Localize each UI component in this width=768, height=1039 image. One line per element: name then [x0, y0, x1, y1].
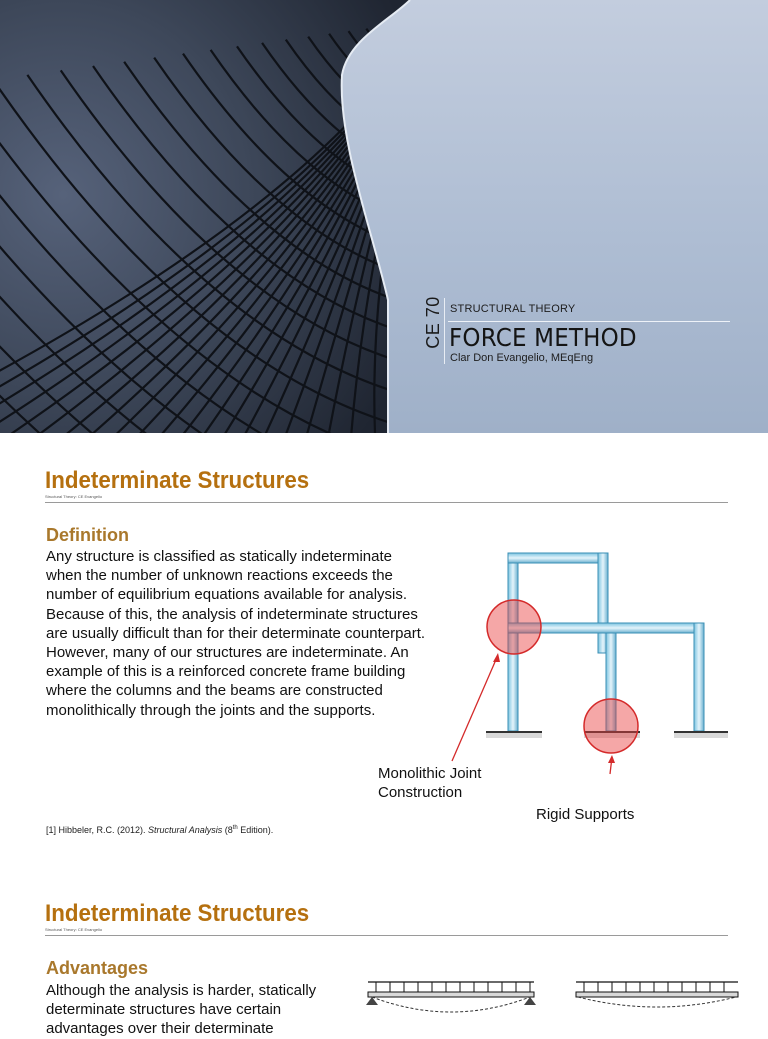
slide-footer-tag: Structural Theory: CE Evangelio — [45, 494, 103, 499]
heading-rule — [45, 935, 728, 936]
support-callout: Rigid Supports — [536, 806, 635, 823]
reference-superscript: th — [232, 825, 238, 831]
title-block — [418, 292, 730, 372]
definition-slide — [0, 433, 768, 877]
horizontal-divider — [448, 321, 730, 322]
title-slide — [0, 0, 768, 433]
joint-callout — [378, 764, 481, 802]
advantages-paragraph: Although the analysis is harder, statically determinate structures have certain advantages over their determinate — [46, 982, 317, 1038]
author-name: Clar Don Evangelio, MEqEng — [450, 352, 594, 364]
reference-edition-pre: (8 — [222, 825, 233, 835]
reference-edition-post: Edition). — [237, 825, 274, 835]
course-subtitle: STRUCTURAL THEORY — [450, 303, 576, 315]
presentation-title: FORCE METHOD — [449, 323, 637, 352]
callout-arrows — [0, 433, 768, 877]
section-label: Definition — [46, 525, 129, 545]
joint-arrow — [452, 655, 498, 761]
section-label: Advantages — [46, 958, 149, 978]
reference-title: Structural Analysis — [148, 825, 223, 835]
slide-heading: Indeterminate Structures — [45, 467, 310, 494]
simply-supported-beam-diagram — [362, 972, 542, 1032]
slide-footer-tag: Structural Theory: CE Evangelio — [45, 927, 103, 932]
vertical-divider — [444, 298, 445, 364]
load-arrows — [376, 982, 530, 992]
course-code-text: CE 70 — [422, 295, 443, 349]
slide-heading: Indeterminate Structures — [45, 900, 310, 927]
advantages-slide — [0, 877, 768, 1038]
joint-callout-line2: Construction — [378, 784, 463, 801]
joint-callout-line1: Monolithic Joint — [378, 765, 482, 782]
fixed-beam-diagram — [572, 972, 742, 1032]
definition-paragraph: Any structure is classified as statically indeterminate when the number of unknown reactions exceeds the number of equilibrium equations available for analysis. Because of this, the analysis of indeterminate structures are usually difficult than for their determinate counterpart. However, many of our structures are indeterminate. An example of this is a reinforced concrete frame building where the columns and the beams are constructed monolithically through the joints and the supports. — [46, 548, 426, 719]
reference-prefix: [1] Hibbeler, R.C. (2012). — [46, 825, 149, 835]
